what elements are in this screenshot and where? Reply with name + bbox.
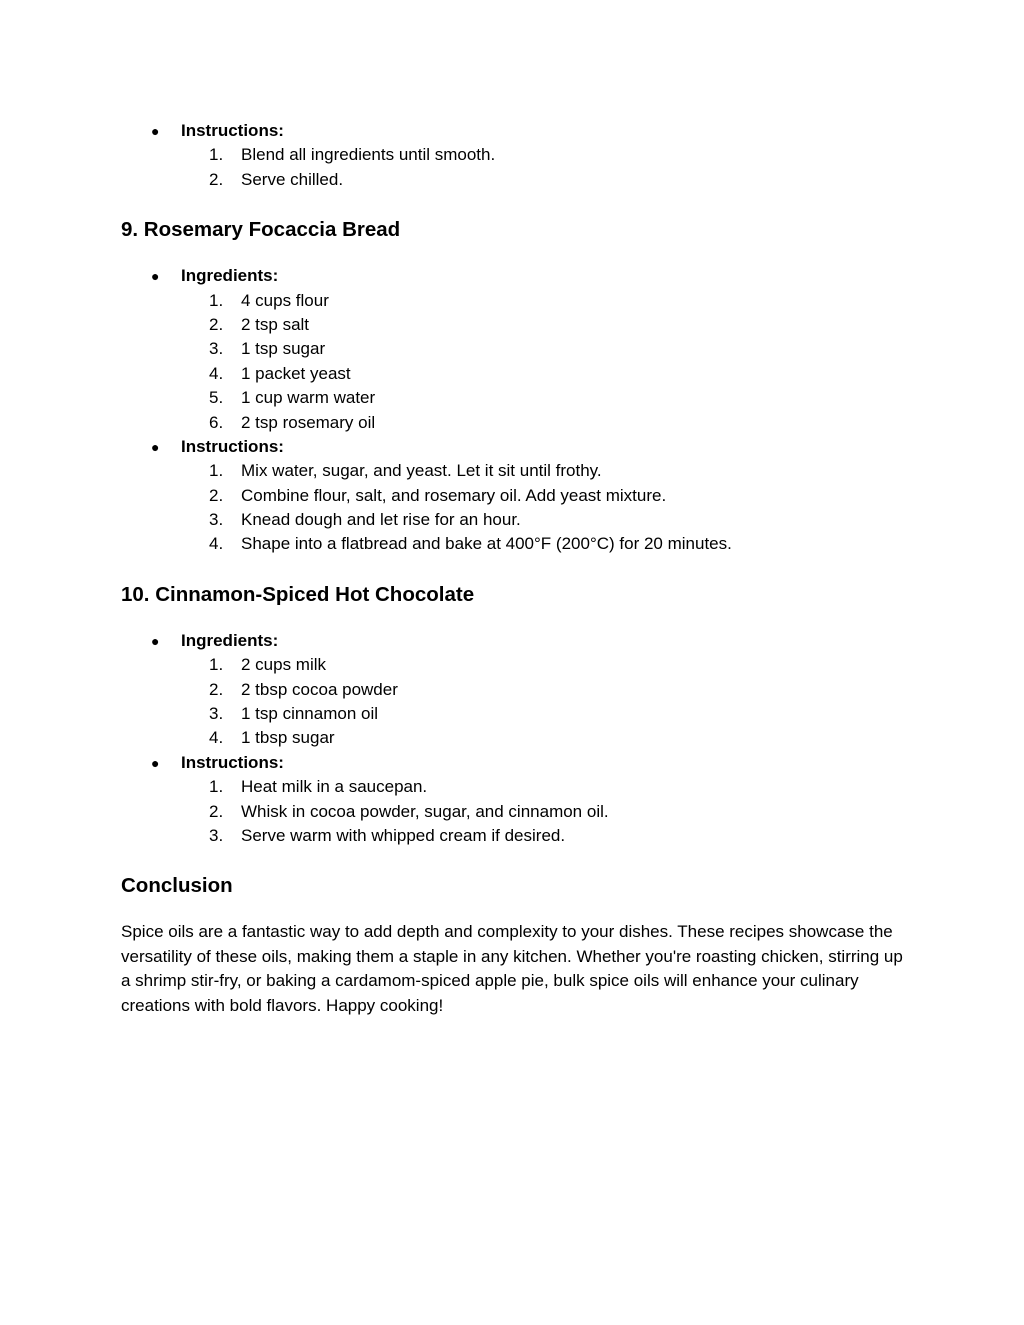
list-number: 1. [209, 655, 224, 675]
ingredients-label: Ingredients: [181, 630, 279, 650]
list-item [121, 800, 911, 824]
instructions-label: Instructions: [181, 752, 284, 772]
bullet-icon: ● [151, 438, 160, 455]
list-text: Combine flour, salt, and rosemary oil. Add yeast mixture. [241, 485, 667, 505]
bullet-icon: ● [151, 754, 160, 771]
list-text: Mix water, sugar, and yeast. Let it sit until frothy. [241, 461, 602, 481]
list-item [121, 362, 911, 386]
list-item [121, 775, 911, 799]
list-number: 4. [209, 363, 224, 383]
bullet-icon: ● [151, 632, 160, 649]
list-item [121, 678, 911, 702]
list-number: 3. [209, 339, 224, 359]
list-item [121, 313, 911, 337]
recipe-9-title: 9. Rosemary Focaccia Bread [121, 218, 401, 242]
instructions-bullet [121, 751, 911, 775]
instructions-bullet [121, 435, 911, 459]
bullet-icon: ● [151, 268, 160, 285]
list-number: 2. [209, 801, 224, 821]
list-text: 4 cups flour [241, 290, 329, 310]
list-item [121, 532, 911, 556]
list-number: 4. [209, 728, 224, 748]
ingredients-bullet [121, 264, 911, 288]
list-number: 3. [209, 510, 224, 530]
list-number: 5. [209, 388, 224, 408]
list-text: 2 tbsp cocoa powder [241, 679, 398, 699]
list-text: 1 tsp cinnamon oil [241, 704, 379, 724]
list-text: Heat milk in a saucepan. [241, 777, 428, 797]
list-item [121, 726, 911, 750]
list-number: 3. [209, 704, 224, 724]
recipe-10-body [121, 629, 911, 849]
list-number: 2. [209, 169, 224, 189]
list-text: Whisk in cocoa powder, sugar, and cinnamon oil. [241, 801, 609, 821]
list-item [121, 386, 911, 410]
conclusion-paragraph: Spice oils are a fantastic way to add depth and complexity to your dishes. These recipes showcase the versatility of these oils, making them a staple in any kitchen. Whether you're roasting chicken, stirring up a shrimp stir-fry, or baking a cardamom-spiced apple pie, bulk spice oils will enhance your culinary creations with bold flavors. Happy cooking! [121, 922, 903, 1015]
list-item [121, 168, 911, 192]
instructions-label: Instructions: [181, 121, 284, 140]
list-text: Blend all ingredients until smooth. [241, 145, 496, 165]
list-item [121, 508, 911, 532]
ingredients-label: Ingredients: [181, 266, 279, 286]
list-number: 4. [209, 534, 224, 554]
list-number: 2. [209, 679, 224, 699]
list-text: 1 tbsp sugar [241, 728, 335, 748]
list-number: 1. [209, 145, 224, 165]
list-item [121, 289, 911, 313]
recipe-10-title: 10. Cinnamon-Spiced Hot Chocolate [121, 582, 475, 606]
list-text: 2 tsp salt [241, 314, 310, 334]
ingredients-bullet [121, 629, 911, 653]
list-text: 2 tsp rosemary oil [241, 412, 376, 432]
list-number: 1. [209, 777, 224, 797]
list-item [121, 143, 911, 167]
recipe-9-body [121, 264, 911, 557]
list-text: 2 cups milk [241, 655, 327, 675]
list-text: Knead dough and let rise for an hour. [241, 510, 521, 530]
list-item [121, 411, 911, 435]
list-number: 6. [209, 412, 224, 432]
list-text: Shape into a flatbread and bake at 400°F (200°C) for 20 minutes. [241, 534, 732, 554]
document-page [121, 119, 911, 1018]
bullet-icon: ● [151, 123, 160, 139]
list-text: Serve chilled. [241, 169, 344, 189]
list-item [121, 337, 911, 361]
list-number: 1. [209, 290, 224, 310]
list-text: Serve warm with whipped cream if desired. [241, 825, 566, 845]
list-item [121, 484, 911, 508]
conclusion-title: Conclusion [121, 874, 233, 898]
list-text: 1 packet yeast [241, 363, 351, 383]
list-number: 3. [209, 825, 224, 845]
list-number: 2. [209, 314, 224, 334]
list-item [121, 824, 911, 848]
top-instructions-block [121, 119, 911, 192]
list-item [121, 653, 911, 677]
instructions-label: Instructions: [181, 436, 284, 456]
list-item [121, 702, 911, 726]
list-item [121, 459, 911, 483]
instructions-bullet [121, 119, 911, 143]
list-number: 1. [209, 461, 224, 481]
list-text: 1 cup warm water [241, 388, 376, 408]
list-number: 2. [209, 485, 224, 505]
list-text: 1 tsp sugar [241, 339, 326, 359]
